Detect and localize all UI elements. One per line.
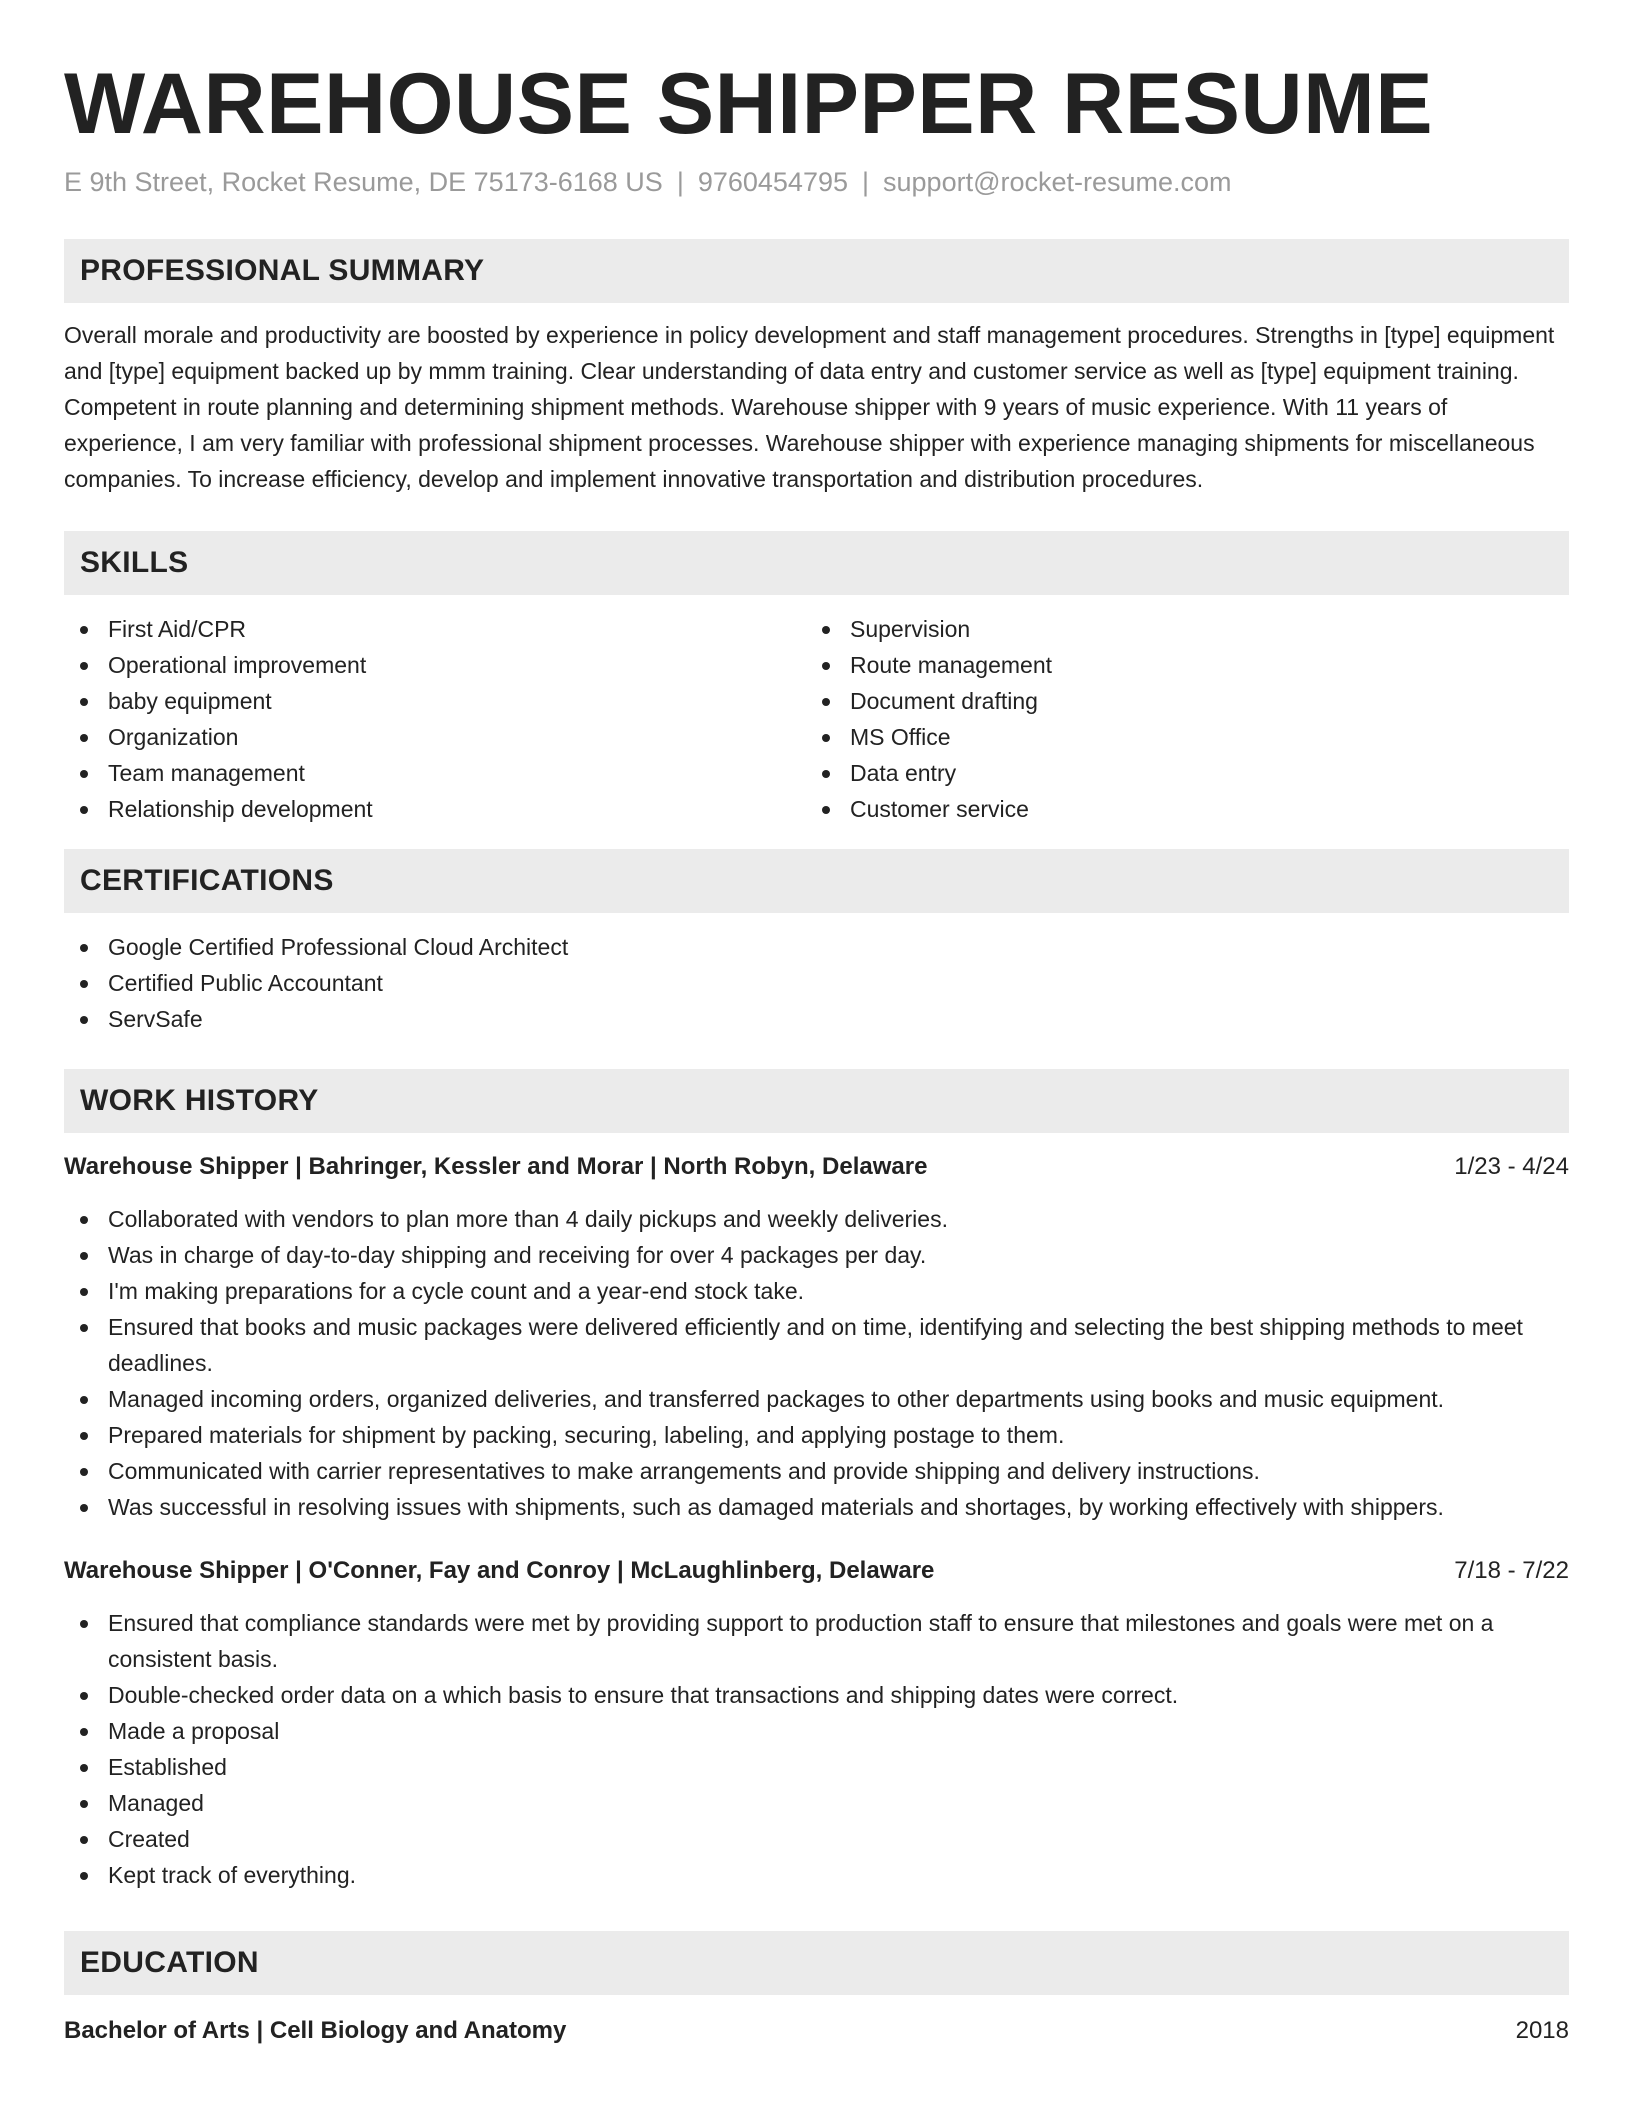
skill-item: Organization bbox=[64, 719, 806, 755]
job-bullet: Kept track of everything. bbox=[64, 1857, 1569, 1893]
skill-item: Team management bbox=[64, 755, 806, 791]
skill-item: Customer service bbox=[806, 791, 1548, 827]
skills-list-right bbox=[806, 611, 1548, 827]
contact-address: E 9th Street, Rocket Resume, DE 75173-6168 US bbox=[64, 167, 663, 197]
certifications-list bbox=[64, 929, 1569, 1037]
job-bullet: Was successful in resolving issues with shipments, such as damaged materials and shortages, by working effectively with shippers. bbox=[64, 1489, 1569, 1525]
education-heading-row bbox=[64, 2013, 1569, 2049]
contact-separator: | bbox=[676, 167, 684, 197]
job-entry bbox=[64, 1149, 1569, 1525]
contact-line bbox=[64, 164, 1569, 200]
resume-title: WAREHOUSE SHIPPER RESUME bbox=[64, 56, 1434, 152]
skill-item: Operational improvement bbox=[64, 647, 806, 683]
job-bullet: Made a proposal bbox=[64, 1713, 1569, 1749]
job-heading-row bbox=[64, 1149, 1569, 1185]
skill-item: First Aid/CPR bbox=[64, 611, 806, 647]
job-bullet: Collaborated with vendors to plan more than 4 daily pickups and weekly deliveries. bbox=[64, 1201, 1569, 1237]
education-year: 2018 bbox=[1515, 2017, 1569, 2044]
job-bullets bbox=[64, 1605, 1569, 1893]
job-bullet: Communicated with carrier representatives to make arrangements and provide shipping and delivery instructions. bbox=[64, 1453, 1569, 1489]
contact-email[interactable]: support@rocket-resume.com bbox=[883, 167, 1232, 197]
job-bullet: Managed incoming orders, organized deliveries, and transferred packages to other departments using books and music equipment. bbox=[64, 1381, 1569, 1417]
job-bullet: I'm making preparations for a cycle count and a year-end stock take. bbox=[64, 1273, 1569, 1309]
section-header-work-history: WORK HISTORY bbox=[64, 1069, 1569, 1133]
job-bullet: Ensured that books and music packages were delivered efficiently and on time, identifying and selecting the best shipping methods to meet deadlines. bbox=[64, 1309, 1569, 1381]
job-dates: 1/23 - 4/24 bbox=[1454, 1153, 1569, 1180]
job-heading: Warehouse Shipper | Bahringer, Kessler and Morar | North Robyn, Delaware bbox=[64, 1153, 928, 1180]
section-header-certifications: CERTIFICATIONS bbox=[64, 849, 1569, 913]
job-heading-row bbox=[64, 1553, 1569, 1589]
section-header-education: EDUCATION bbox=[64, 1931, 1569, 1995]
certification-item: ServSafe bbox=[64, 1001, 1569, 1037]
skills-list-left bbox=[64, 611, 806, 827]
job-bullet: Double-checked order data on a which basis to ensure that transactions and shipping dates were correct. bbox=[64, 1677, 1569, 1713]
certification-item: Google Certified Professional Cloud Architect bbox=[64, 929, 1569, 965]
job-bullets bbox=[64, 1201, 1569, 1525]
job-bullet: Was in charge of day-to-day shipping and receiving for over 4 packages per day. bbox=[64, 1237, 1569, 1273]
job-bullet: Established bbox=[64, 1749, 1569, 1785]
skill-item: baby equipment bbox=[64, 683, 806, 719]
job-bullet: Managed bbox=[64, 1785, 1569, 1821]
section-header-professional-summary: PROFESSIONAL SUMMARY bbox=[64, 239, 1569, 303]
summary-text: Overall morale and productivity are boosted by experience in policy development and staff management procedures. Strengths in [type] equipment and [type] equipment backed up by mmm training. Clear understanding of data entry and customer service as well as [type] equipment training. Competent in route planning and determining shipment methods. Warehouse shipper with 9 years of music experience. With 11 years of experience, I am very familiar with professional shipment processes. Warehouse shipper with experience managing shipments for miscellaneous companies. To increase efficiency, develop and implement innovative transportation and distribution procedures. bbox=[64, 322, 1555, 492]
job-heading: Warehouse Shipper | O'Conner, Fay and Conroy | McLaughlinberg, Delaware bbox=[64, 1557, 935, 1584]
job-bullet: Ensured that compliance standards were met by providing support to production staff to ensure that milestones and goals were met on a consistent basis. bbox=[64, 1605, 1569, 1677]
skill-item: Supervision bbox=[806, 611, 1548, 647]
resume-page bbox=[64, 0, 1569, 2049]
section-header-skills: SKILLS bbox=[64, 531, 1569, 595]
job-dates: 7/18 - 7/22 bbox=[1454, 1557, 1569, 1584]
job-bullet: Prepared materials for shipment by packing, securing, labeling, and applying postage to them. bbox=[64, 1417, 1569, 1453]
contact-phone[interactable]: 9760454795 bbox=[697, 167, 848, 197]
certification-item: Certified Public Accountant bbox=[64, 965, 1569, 1001]
job-bullet: Created bbox=[64, 1821, 1569, 1857]
skills-grid bbox=[64, 611, 1569, 827]
job-entry bbox=[64, 1553, 1569, 1893]
education-degree: Bachelor of Arts | Cell Biology and Anatomy bbox=[64, 2017, 567, 2044]
skill-item: Relationship development bbox=[64, 791, 806, 827]
skill-item: Data entry bbox=[806, 755, 1548, 791]
skill-item: Document drafting bbox=[806, 683, 1548, 719]
contact-separator: | bbox=[862, 167, 870, 197]
skill-item: MS Office bbox=[806, 719, 1548, 755]
skill-item: Route management bbox=[806, 647, 1548, 683]
